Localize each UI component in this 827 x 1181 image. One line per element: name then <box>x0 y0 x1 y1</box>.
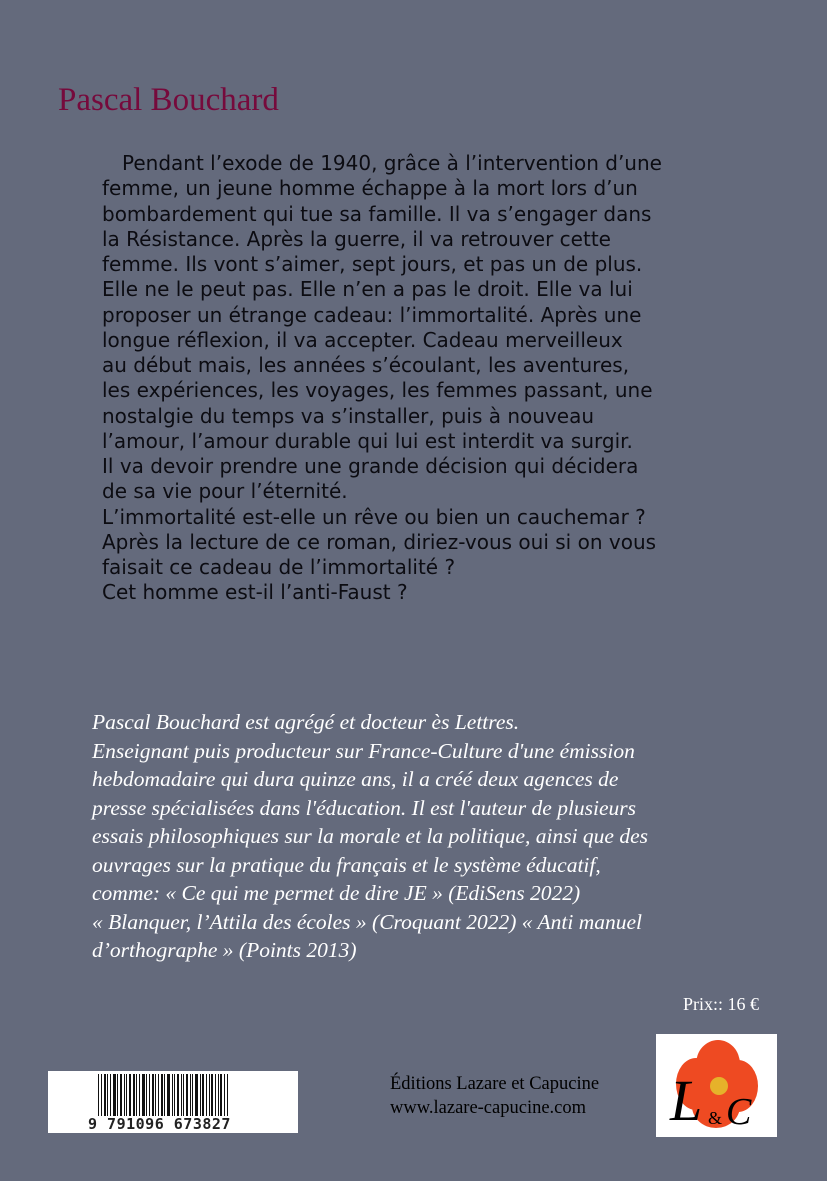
barcode-bar <box>202 1074 204 1116</box>
blurb-line: femme, un jeune homme échappe à la mort lors d’un <box>102 176 638 201</box>
barcode-bar <box>107 1074 108 1116</box>
barcode-number: 9 791096 673827 <box>88 1115 231 1133</box>
blurb-line: de sa vie pour l’éternité. <box>102 479 348 504</box>
blurb-line: Cet homme est-il l’anti-Faust ? <box>102 580 408 605</box>
barcode-bar <box>172 1074 173 1116</box>
barcode-bar <box>126 1074 127 1116</box>
barcode-bar <box>164 1074 165 1116</box>
blurb-line: femme. Ils vont s’aimer, sept jours, et pas un de plus. <box>102 252 643 276</box>
barcode-bar <box>190 1074 191 1116</box>
barcode-bar <box>227 1074 228 1116</box>
blurb-line: nostalgie du temps va s’installer, puis à nouveau <box>102 403 595 428</box>
publisher-info <box>390 1072 599 1120</box>
bio-line: essais philosophiques sur la morale et la politique, ainsi que des <box>92 824 648 848</box>
barcode-bar <box>124 1074 125 1116</box>
svg-text:L: L <box>670 1068 703 1133</box>
blurb-line: Elle ne le peut pas. Elle n’en a pas le droit. Elle va lui <box>102 277 633 302</box>
barcode-bar <box>129 1074 131 1116</box>
bio-line: presse spécialisées dans l'éducation. Il est l'auteur de plusieurs <box>92 795 637 820</box>
publisher-website: www.lazare-capucine.com <box>390 1098 587 1118</box>
blurb-line: bombardement qui tue sa famille. Il va s’engager dans <box>102 201 652 226</box>
barcode-bar <box>200 1074 201 1116</box>
barcode-bar <box>161 1074 163 1116</box>
barcode <box>48 1071 298 1133</box>
barcode-bar <box>146 1074 147 1116</box>
barcode-bar <box>192 1074 193 1116</box>
barcode-bar <box>215 1074 216 1116</box>
author-bio <box>92 708 648 965</box>
bio-line: ouvrages sur la pratique du français et le système éducatif, <box>92 852 601 877</box>
svg-text:C: C <box>726 1091 752 1133</box>
barcode-bar <box>136 1074 137 1116</box>
blurb-line: Après la lecture de ce roman, diriez-vous oui si on vous <box>102 529 657 554</box>
publisher-logo <box>656 1034 777 1137</box>
barcode-bar <box>220 1074 222 1116</box>
barcode-bar <box>224 1074 225 1116</box>
publisher-name: Éditions Lazare et Capucine <box>390 1074 600 1094</box>
barcode-bar <box>110 1074 111 1116</box>
author-name: Pascal Bouchard <box>58 82 279 118</box>
barcode-bar <box>211 1074 213 1116</box>
blurb-line: proposer un étrange cadeau: l’immortalité. Après une <box>102 302 642 327</box>
price: Prix:: 16 € <box>682 994 759 1014</box>
blurb-line: la Résistance. Après la guerre, il va retrouver cette <box>102 226 611 251</box>
barcode-bar <box>120 1074 122 1116</box>
blurb-line: les expériences, les voyages, les femmes passant, une <box>102 378 653 403</box>
barcode-bar <box>186 1074 188 1116</box>
blurb-line: Il va devoir prendre une grande décision qui décidera <box>102 454 639 478</box>
barcode-bar <box>177 1074 179 1116</box>
blurb-line: L’immortalité est-elle un rêve ou bien un cauchemar ? <box>102 504 646 529</box>
barcode-bars <box>98 1074 238 1116</box>
bio-line: Enseignant puis producteur sur France-Culture d'une émission <box>92 738 635 763</box>
flower-logo-icon <box>656 1034 777 1137</box>
barcode-bar <box>218 1074 219 1116</box>
barcode-bar <box>113 1074 116 1116</box>
barcode-bar <box>142 1074 145 1116</box>
barcode-bar <box>117 1074 118 1116</box>
blurb-line: au début mais, les années s’écoulant, les aventures, <box>102 353 630 377</box>
blurb-line: Pendant l’exode de 1940, grâce à l’intervention d’une <box>122 151 662 175</box>
barcode-bar <box>167 1074 170 1116</box>
bio-line: Pascal Bouchard est agrégé et docteur ès Lettres. <box>92 710 520 734</box>
svg-text:&: & <box>708 1108 723 1128</box>
blurb-line: faisait ce cadeau de l’immortalité ? <box>102 555 456 579</box>
barcode-bar <box>209 1074 210 1116</box>
barcode-bar <box>101 1074 102 1116</box>
blurb <box>102 151 662 606</box>
bio-line: hebdomadaire qui dura quinze ans, il a créé deux agences de <box>92 767 619 791</box>
blurb-line: l’amour, l’amour durable qui lui est interdit va surgir. <box>102 428 633 453</box>
barcode-bar <box>155 1074 156 1116</box>
barcode-bar <box>152 1074 154 1116</box>
bio-line: d’orthographe » (Points 2013) <box>92 938 357 962</box>
barcode-bar <box>183 1074 184 1116</box>
barcode-bar <box>139 1074 140 1116</box>
barcode-bar <box>181 1074 182 1116</box>
barcode-bar <box>98 1074 99 1116</box>
barcode-bar <box>206 1074 207 1116</box>
bio-line: comme: « Ce qui me permet de dire JE » (EdiSens 2022) <box>92 881 581 905</box>
bio-line: « Blanquer, l’Attila des écoles » (Croquant 2022) « Anti manuel <box>92 909 642 934</box>
barcode-bar <box>149 1074 150 1116</box>
barcode-bar <box>195 1074 198 1116</box>
barcode-bar <box>133 1074 135 1116</box>
barcode-bar <box>104 1074 106 1116</box>
blurb-line: longue réflexion, il va accepter. Cadeau merveilleux <box>102 327 623 352</box>
barcode-bar <box>174 1074 175 1116</box>
barcode-bar <box>158 1074 159 1116</box>
